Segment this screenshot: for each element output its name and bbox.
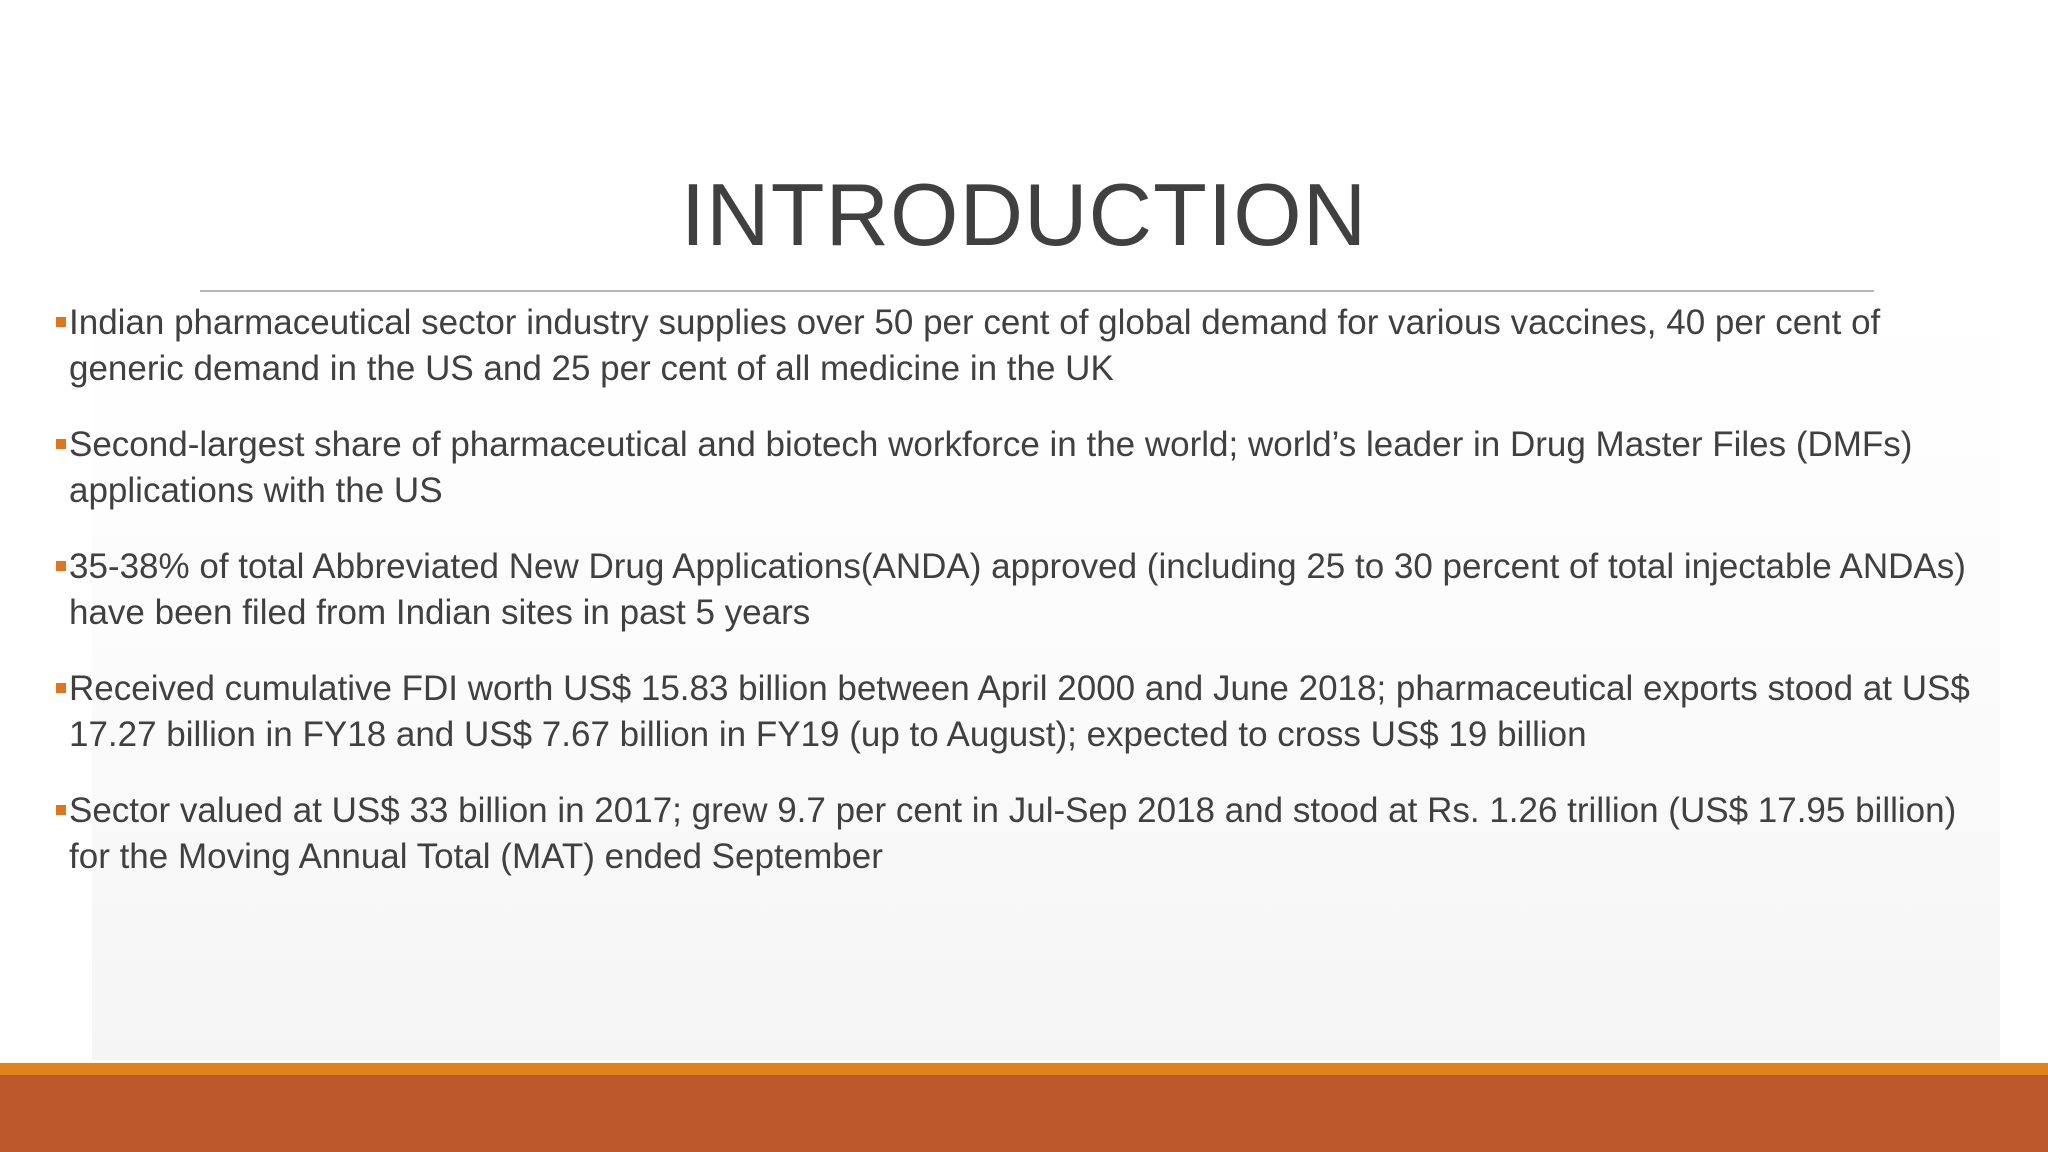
bullet-item <box>53 666 2003 758</box>
title-divider <box>200 290 1874 292</box>
footer-accent-stripe <box>0 1063 2048 1075</box>
square-bullet-icon <box>56 317 66 327</box>
bullet-item <box>53 300 2003 392</box>
bullet-text: 35-38% of total Abbreviated New Drug Applications(ANDA) approved (including 25 to 30 percent of total injectable ANDAs) have been filed from Indian sites in past 5 years <box>69 547 1966 632</box>
bullet-text: Sector valued at US$ 33 billion in 2017; grew 9.7 per cent in Jul-Sep 2018 and stood at Rs. 1.26 trillion (US$ 17.95 billion) for the Moving Annual Total (MAT) ended September <box>69 791 1957 876</box>
square-bullet-icon <box>56 683 66 693</box>
square-bullet-icon <box>56 561 66 571</box>
bullet-text: Received cumulative FDI worth US$ 15.83 billion between April 2000 and June 2018; pharmaceutical exports stood at US$ 17.27 billion in FY18 and US$ 7.67 billion in FY19 (up to August); expected to cross US$ 19 billion <box>69 669 1970 754</box>
bullet-list <box>53 300 2003 910</box>
slide-title: INTRODUCTION <box>680 165 1368 264</box>
square-bullet-icon <box>56 439 66 449</box>
bullet-item <box>53 422 2003 514</box>
bullet-text: Second-largest share of pharmaceutical and biotech workforce in the world; world’s leader in Drug Master Files (DMFs) applications with the US <box>69 425 1913 510</box>
bullet-item <box>53 788 2003 880</box>
square-bullet-icon <box>56 805 66 815</box>
footer-band <box>0 1075 2048 1152</box>
bullet-item <box>53 544 2003 636</box>
bullet-text: Indian pharmaceutical sector industry supplies over 50 per cent of global demand for various vaccines, 40 per cent of generic demand in the US and 25 per cent of all medicine in the UK <box>69 303 1881 388</box>
